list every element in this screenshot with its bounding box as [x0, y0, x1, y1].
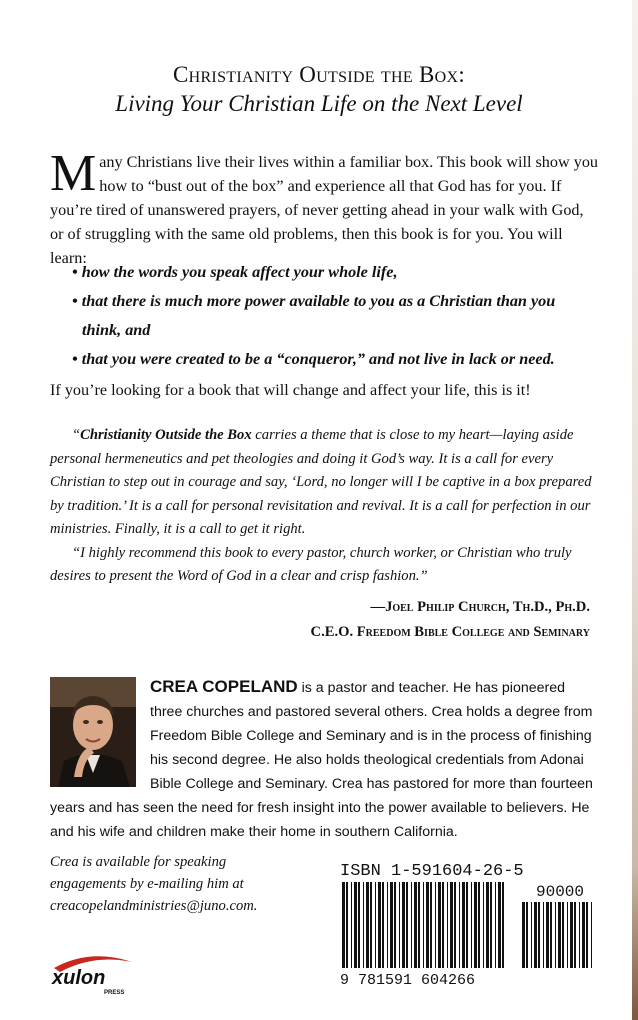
speaking-availability: Crea is available for speaking engagements by e-mailing him at creacopelandministries@juno.com.: [50, 854, 258, 914]
barcode-bar: [498, 882, 501, 968]
barcode-bar: [567, 902, 568, 968]
isbn-barcode: [336, 860, 598, 988]
barcode-bar: [538, 902, 540, 968]
barcode-bar: [591, 902, 592, 968]
barcode-bar: [546, 902, 549, 968]
publisher-name: xulon: [52, 967, 106, 989]
barcode-bar: [430, 882, 432, 968]
barcode-bar: [363, 882, 364, 968]
barcode-bar: [555, 902, 556, 968]
author-name: CREA COPELAND: [150, 677, 298, 696]
barcode-bar: [447, 882, 448, 968]
barcode-bar: [435, 882, 436, 968]
quote-mark: “: [72, 427, 81, 443]
barcode-bar: [438, 882, 441, 968]
barcode-bar: [462, 882, 465, 968]
barcode-bar: [459, 882, 460, 968]
barcode-bar: [406, 882, 408, 968]
isbn-label: ISBN 1-591604-26-5: [340, 862, 524, 881]
barcode-bar: [586, 902, 588, 968]
publisher-logo: [50, 950, 140, 1000]
barcode-bars: [342, 882, 504, 968]
endorsement-paragraph: “I highly recommend this book to every pastor, church worker, or Christian who truly desires to present the Word of God in a clear and crisp fashion.”: [50, 544, 572, 584]
barcode-bar: [351, 882, 352, 968]
drop-cap: M: [50, 145, 97, 202]
barcode-bar: [579, 902, 580, 968]
barcode-bar: [366, 882, 369, 968]
barcode-bar: [375, 882, 376, 968]
barcode-bar: [570, 902, 573, 968]
barcode-bar: [474, 882, 477, 968]
author-bio-text: is a pastor and teacher. He has pioneered three churches and pastored several others. Crea holds a degree from Freedom Bible College and Seminary and is in the process of finishing his second degree. He also holds theological credentials from Adonai Bible College and Seminary. Crea has pastored for more than fourteen years and has seen the need for fresh insight into the power available to believers. He and his wife and children make their home in southern California.: [50, 680, 593, 840]
barcode-bar: [534, 902, 537, 968]
book-spine-edge: [632, 0, 638, 1020]
barcode-bar: [550, 902, 552, 968]
book-title: Christianity Outside the Box:: [172, 62, 466, 87]
bullet-item: • how the words you speak affect your whole life,: [72, 263, 398, 281]
barcode-bar: [394, 882, 396, 968]
barcode-bar: [387, 882, 388, 968]
endorsement-text: carries a theme that is close to my heart—laying aside personal hermeneutics and pet theologies and doing it God’s way. It is a call for every Christian to step out in courage and say, ‘Lord, no longer will I be captive in a box prepared by tradition.’ It is a call for personal revisitation and revival. It is a call for perfection in our ministries. Finally, it is a call to get it right.: [50, 427, 592, 537]
barcode-bar: [354, 882, 357, 968]
barcode-bar: [543, 902, 544, 968]
barcode-bar: [471, 882, 472, 968]
barcode-bar: [442, 882, 444, 968]
bullet-list: [72, 258, 592, 374]
intro-text: any Christians live their lives within a familiar box. This book will show you how to “bust out of the box” and experience all that God has for you. If you’re tired of unanswered prayers, of never getting ahead in your walk with God, or of struggling with the same old problems, then this book is for you. You will learn:: [50, 153, 599, 267]
barcode-bar: [358, 882, 360, 968]
endorsement-quote: [50, 424, 595, 589]
endorser-name: —Joel Philip Church, Th.D., Ph.D.: [370, 599, 590, 615]
author-bio: [50, 675, 598, 844]
bullet-item: • that you were created to be a “conqueror,” and not live in lack or need.: [72, 350, 555, 368]
barcode-bar: [426, 882, 429, 968]
intro-paragraph: [50, 145, 599, 270]
barcode-bar: [531, 902, 532, 968]
barcode-bar: [490, 882, 492, 968]
barcode-bar: [486, 882, 489, 968]
barcode-bar: [378, 882, 381, 968]
barcode-bar: [454, 882, 456, 968]
barcode-bar: [423, 882, 424, 968]
barcode-digits: 9 781591 604266: [340, 972, 476, 988]
barcode-bar: [483, 882, 484, 968]
photo-spacer: [50, 675, 136, 789]
barcode-bar: [558, 902, 561, 968]
barcode-bar: [370, 882, 372, 968]
barcode-bar: [418, 882, 420, 968]
barcode-bar: [502, 882, 504, 968]
bullet-item: • that there is much more power available to you as a Christian than you think, and: [72, 292, 556, 339]
book-subtitle: Living Your Christian Life on the Next Level: [115, 91, 523, 116]
endorsement-signature: [311, 595, 590, 645]
price-barcode-bars: [522, 902, 592, 968]
endorser-title: C.E.O. Freedom Bible College and Seminary: [310, 624, 590, 640]
barcode-bar: [562, 902, 564, 968]
barcode-bar: [414, 882, 417, 968]
barcode-bar: [411, 882, 412, 968]
barcode-bar: [522, 902, 525, 968]
barcode-bar: [574, 902, 576, 968]
closing-line: If you’re looking for a book that will change and affect your life, this is it!: [50, 381, 531, 399]
publisher-sub: PRESS: [104, 990, 125, 996]
barcode-bar: [402, 882, 405, 968]
barcode-bar: [478, 882, 480, 968]
barcode-bar: [466, 882, 468, 968]
barcode-bar: [390, 882, 393, 968]
barcode-bar: [399, 882, 400, 968]
barcode-bar: [382, 882, 384, 968]
barcode-bar: [346, 882, 348, 968]
barcode-bar: [526, 902, 528, 968]
barcode-bar: [495, 882, 496, 968]
price-code: 90000: [536, 883, 585, 901]
barcode-bar: [342, 882, 345, 968]
barcode-bar: [450, 882, 453, 968]
barcode-bar: [582, 902, 585, 968]
quoted-book-title: Christianity Outside the Box: [80, 427, 252, 443]
endorsement-paragraph: [50, 424, 595, 542]
